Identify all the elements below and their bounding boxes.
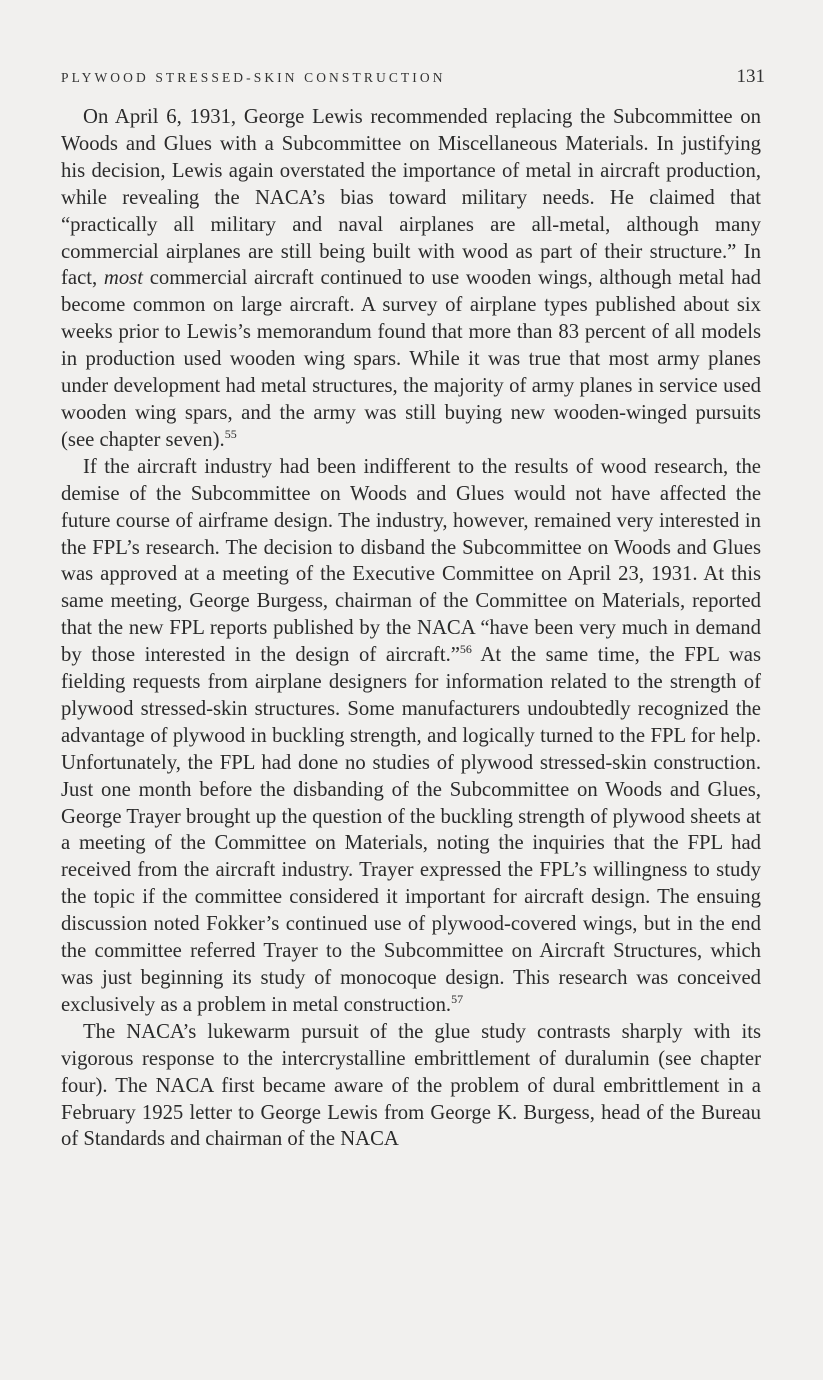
footnote-ref: 55 xyxy=(224,426,237,441)
emphasis: most xyxy=(103,267,143,290)
page-number: 131 xyxy=(736,66,765,87)
paragraph xyxy=(61,1019,761,1154)
paragraph xyxy=(61,104,761,454)
running-head xyxy=(61,66,765,88)
text-run: If the aircraft industry had been indifferent to the results of wood research, the demise of the Subcommittee on Woods and Glues would not have affected the future course of airframe design. The industry, however, remained very interested in the FPL’s research. The decision to disband the Subcommittee on Woods and Glues was approved at a meeting of the Executive Committee on April 23, 1931. At this same meeting, George Burgess, chairman of the Committee on Materials, reported that the new FPL reports published by the NACA “have been very much in demand by those interested in the design of aircraft.” xyxy=(61,455,761,667)
paragraph xyxy=(61,454,761,1019)
running-head-title: PLYWOOD STRESSED-SKIN CONSTRUCTION xyxy=(61,70,446,85)
text-run: The NACA’s lukewarm pursuit of the glue study contrasts sharply with its vigorous response to the intercrystalline embrittlement of duralumin (see chapter four). The NACA first became aware of the problem of dural embrittlement in a February 1925 letter to George Lewis from George K. Burgess, head of the Bureau of Standards and chairman of the NACA xyxy=(61,1020,761,1151)
body-text xyxy=(61,104,761,1153)
text-run: commercial aircraft continued to use wooden wings, although metal had become common on large aircraft. A survey of airplane types published about six weeks prior to Lewis’s memorandum found that more than 83 percent of all models in production used wooden wing spars. While it was true that most army planes under development had metal structures, the majority of army planes in service used wooden wing spars, and the army was still buying new wooden-winged pursuits (see chapter seven). xyxy=(61,267,761,451)
footnote-ref: 57 xyxy=(451,991,464,1006)
text-run: At the same time, the FPL was fielding requests from airplane designers for information related to the strength of plywood stressed-skin structures. Some manufacturers undoubtedly recognized the advantage of plywood in buckling strength, and logically turned to the FPL for help. Unfortunately, the FPL had done no studies of plywood stressed-skin construction. Just one month before the disbanding of the Subcommittee on Woods and Glues, George Trayer brought up the question of the buckling strength of plywood sheets at a meeting of the Committee on Materials, noting the inquiries that the FPL had received from the aircraft industry. Trayer expressed the FPL’s willingness to study the topic if the committee considered it important for aircraft design. The ensuing discussion noted Fokker’s continued use of plywood-covered wings, but in the end the committee referred Trayer to the Subcommittee on Aircraft Structures, which was just beginning its study of monocoque design. This research was conceived exclusively as a problem in metal construction. xyxy=(61,644,761,1016)
footnote-ref: 56 xyxy=(459,642,472,657)
text-run: On April 6, 1931, George Lewis recommended replacing the Subcommittee on Woods and Glues with a Subcommittee on Miscellaneous Materials. In justifying his decision, Lewis again overstated the importance of metal in aircraft production, while revealing the NACA’s bias toward military needs. He claimed that “practically all military and naval airplanes are all-metal, although many commercial airplanes are still being built with wood as part of their structure.” In fact, xyxy=(61,106,761,290)
